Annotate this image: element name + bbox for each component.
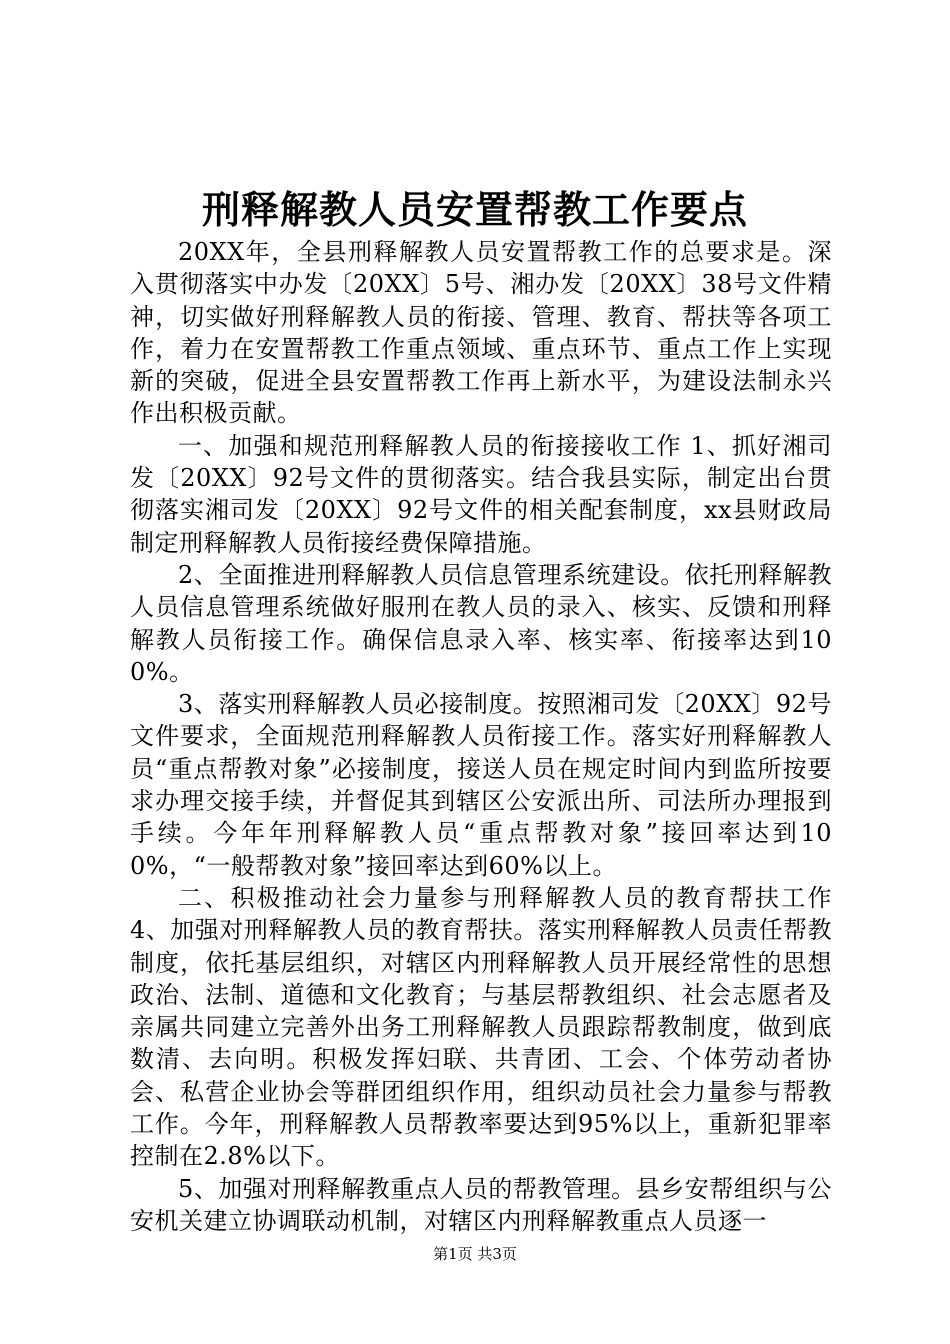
- paragraph-section-2: 二、积极推动社会力量参与刑释解教人员的教育帮扶工作 4、加强对刑释解教人员的教育帮扶。落实刑释解教人员责任帮教制度，依托基层组织，对辖区内刑释解教人员开展经常性的思想政治、法制、道德和文化教育；与基层帮教组织、社会志愿者及亲属共同建立完善外出务工刑释解教人员跟踪帮教制度，做到底数清、去向明。积极发挥妇联、共青团、工会、个体劳动者协会、私营企业协会等群团组织作用，组织动员社会力量参与帮教工作。今年，刑释解教人员帮教率要达到95%以上，重新犯罪率控制在2.8%以下。: [130, 883, 832, 1171]
- document-body: [130, 236, 832, 1237]
- paragraph-intro: 20XX年，全县刑释解教人员安置帮教工作的总要求是。深入贯彻落实中办发〔20XX〕5号、湘办发〔20XX〕38号文件精神，切实做好刑释解教人员的衔接、管理、教育、帮扶等各项工作，着力在安置帮教工作重点领域、重点环节、重点工作上实现新的突破，促进全县安置帮教工作再上新水平，为建设法制永兴作出积极贡献。: [130, 238, 832, 428]
- paragraph-item-2: 2、全面推进刑释解教人员信息管理系统建设。依托刑释解教人员信息管理系统做好服刑在教人员的录入、核实、反馈和刑释解教人员衔接工作。确保信息录入率、核实率、衔接率达到100%。: [130, 560, 832, 686]
- paragraph-item-3: 3、落实刑释解教人员必接制度。按照湘司发〔20XX〕92号文件要求，全面规范刑释解教人员衔接工作。落实好刑释解教人员“重点帮教对象”必接制度，接送人员在规定时间内到监所按要求办理交接手续，并督促其到辖区公安派出所、司法所办理报到手续。今年年刑释解教人员“重点帮教对象”接回率达到100%，“一般帮教对象”接回率达到60%以上。: [130, 690, 832, 880]
- document-title: 刑释解教人员安置帮教工作要点: [201, 187, 748, 232]
- paragraph-item-5: 5、加强对刑释解教重点人员的帮教管理。县乡安帮组织与公安机关建立协调联动机制，对辖区内刑释解教重点人员逐一: [130, 1174, 832, 1235]
- page-number-footer: 第1页 共3页: [433, 1245, 517, 1263]
- paragraph-section-1: 一、加强和规范刑释解教人员的衔接接收工作 1、抓好湘司发〔20XX〕92号文件的贯彻落实。结合我县实际，制定出台贯彻落实湘司发〔20XX〕92号文件的相关配套制度，xx县财政局制定刑释解教人员衔接经费保障措施。: [130, 431, 832, 557]
